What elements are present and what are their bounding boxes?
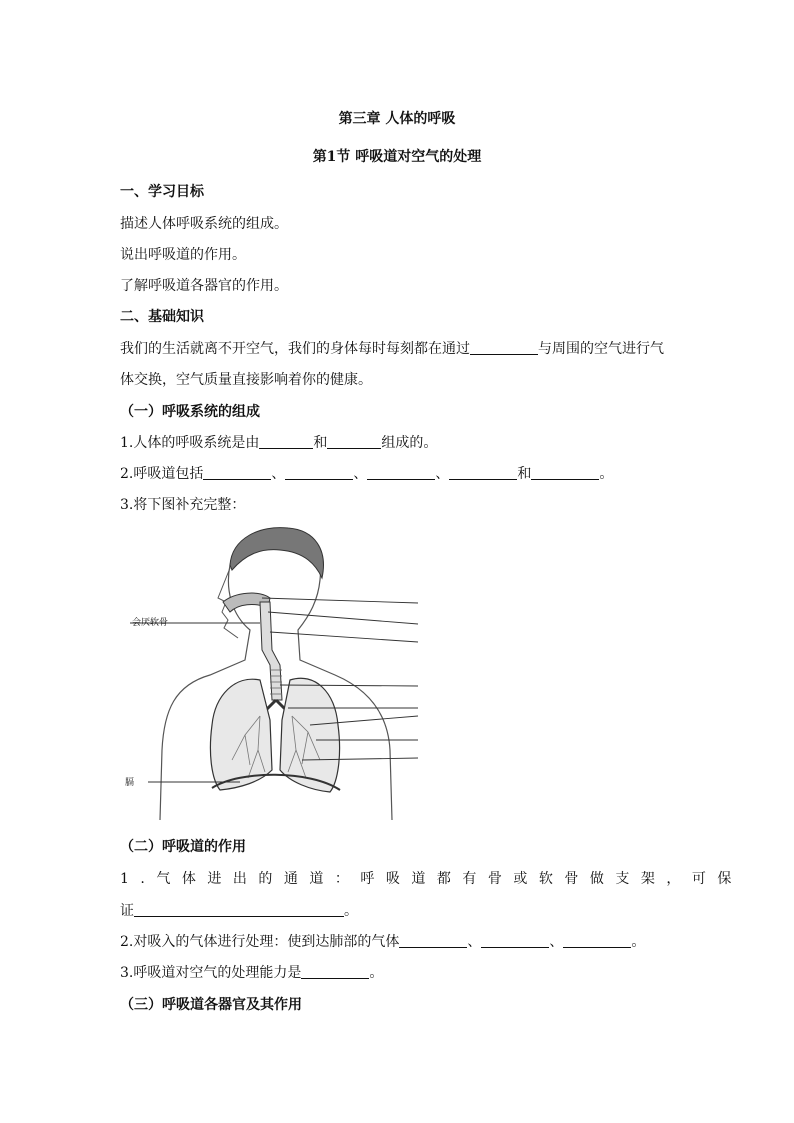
- part1-question-2: [120, 465, 613, 483]
- basics-intro-line1: [120, 340, 664, 358]
- question-text: 。: [344, 903, 358, 919]
- question-text: 和: [313, 435, 328, 451]
- question-text: 2.对吸入的气体进行处理：使到达肺部的气体: [120, 934, 400, 950]
- basics-heading: 二、基础知识: [120, 309, 204, 325]
- part2-question-3: [120, 964, 383, 982]
- hair-shape: [230, 528, 323, 578]
- answer-blank[interactable]: [481, 933, 549, 948]
- question-text: 2.呼吸道包括: [120, 466, 204, 482]
- part2-heading: （二）呼吸道的作用: [120, 839, 246, 855]
- answer-blank[interactable]: [134, 902, 344, 917]
- goal-item-2: 说出呼吸道的作用。: [120, 247, 246, 263]
- chapter-title: 第三章 人体的呼吸: [338, 111, 456, 127]
- goal-item-1: 描述人体呼吸系统的组成。: [120, 216, 288, 232]
- part1-heading: （一）呼吸系统的组成: [120, 404, 260, 420]
- separator: 、: [353, 466, 368, 482]
- answer-blank[interactable]: [301, 964, 369, 979]
- respiratory-system-figure: [120, 520, 430, 825]
- answer-blank[interactable]: [203, 465, 271, 480]
- question-text: 。: [599, 466, 614, 482]
- separator: 、: [435, 466, 450, 482]
- basics-intro-text-b: 与周围的空气进行气: [538, 341, 664, 357]
- part3-heading: （三）呼吸道各器官及其作用: [120, 997, 302, 1013]
- left-lung: [210, 679, 272, 790]
- question-text: 1.人体的呼吸系统是由: [120, 435, 260, 451]
- answer-blank[interactable]: [327, 434, 381, 449]
- part2-question-2: [120, 933, 645, 951]
- question-text: 证: [120, 903, 134, 919]
- question-text: 。: [369, 965, 384, 981]
- basics-intro-line2: 体交换，空气质量直接影响着你的健康。: [120, 372, 372, 388]
- part1-question-3: 3.将下图补充完整：: [120, 497, 246, 513]
- answer-blank[interactable]: [563, 933, 631, 948]
- label-epiglottis: 会厌软骨: [132, 618, 169, 628]
- goal-item-3: 了解呼吸道各器官的作用。: [120, 278, 288, 294]
- separator: 、: [467, 934, 482, 950]
- part1-question-1: [120, 434, 437, 452]
- answer-blank[interactable]: [367, 465, 435, 480]
- answer-blank[interactable]: [285, 465, 353, 480]
- separator: 、: [549, 934, 564, 950]
- goals-heading: 一、学习目标: [120, 184, 204, 200]
- question-text: 3.呼吸道对空气的处理能力是: [120, 965, 302, 981]
- question-text: 组成的。: [381, 435, 438, 451]
- section-title: 第1节 呼吸道对空气的处理: [312, 149, 482, 165]
- part2-question-1-line1: 1.气体进出的通道：呼吸道都有骨或软骨做支架，可保: [120, 871, 743, 887]
- label-diaphragm: 膈: [125, 778, 135, 788]
- answer-blank[interactable]: [259, 434, 313, 449]
- part2-question-1-line2: [120, 902, 358, 920]
- answer-blank[interactable]: [449, 465, 517, 480]
- trachea-shape: [260, 602, 282, 700]
- answer-blank[interactable]: [531, 465, 599, 480]
- separator: 、: [271, 466, 286, 482]
- answer-blank[interactable]: [470, 340, 538, 355]
- answer-blank[interactable]: [399, 933, 467, 948]
- question-text: 和: [517, 466, 532, 482]
- respiratory-diagram: [120, 520, 430, 825]
- basics-intro-text-a: 我们的生活就离不开空气，我们的身体每时每刻都在通过: [120, 341, 470, 357]
- question-text: 。: [631, 934, 646, 950]
